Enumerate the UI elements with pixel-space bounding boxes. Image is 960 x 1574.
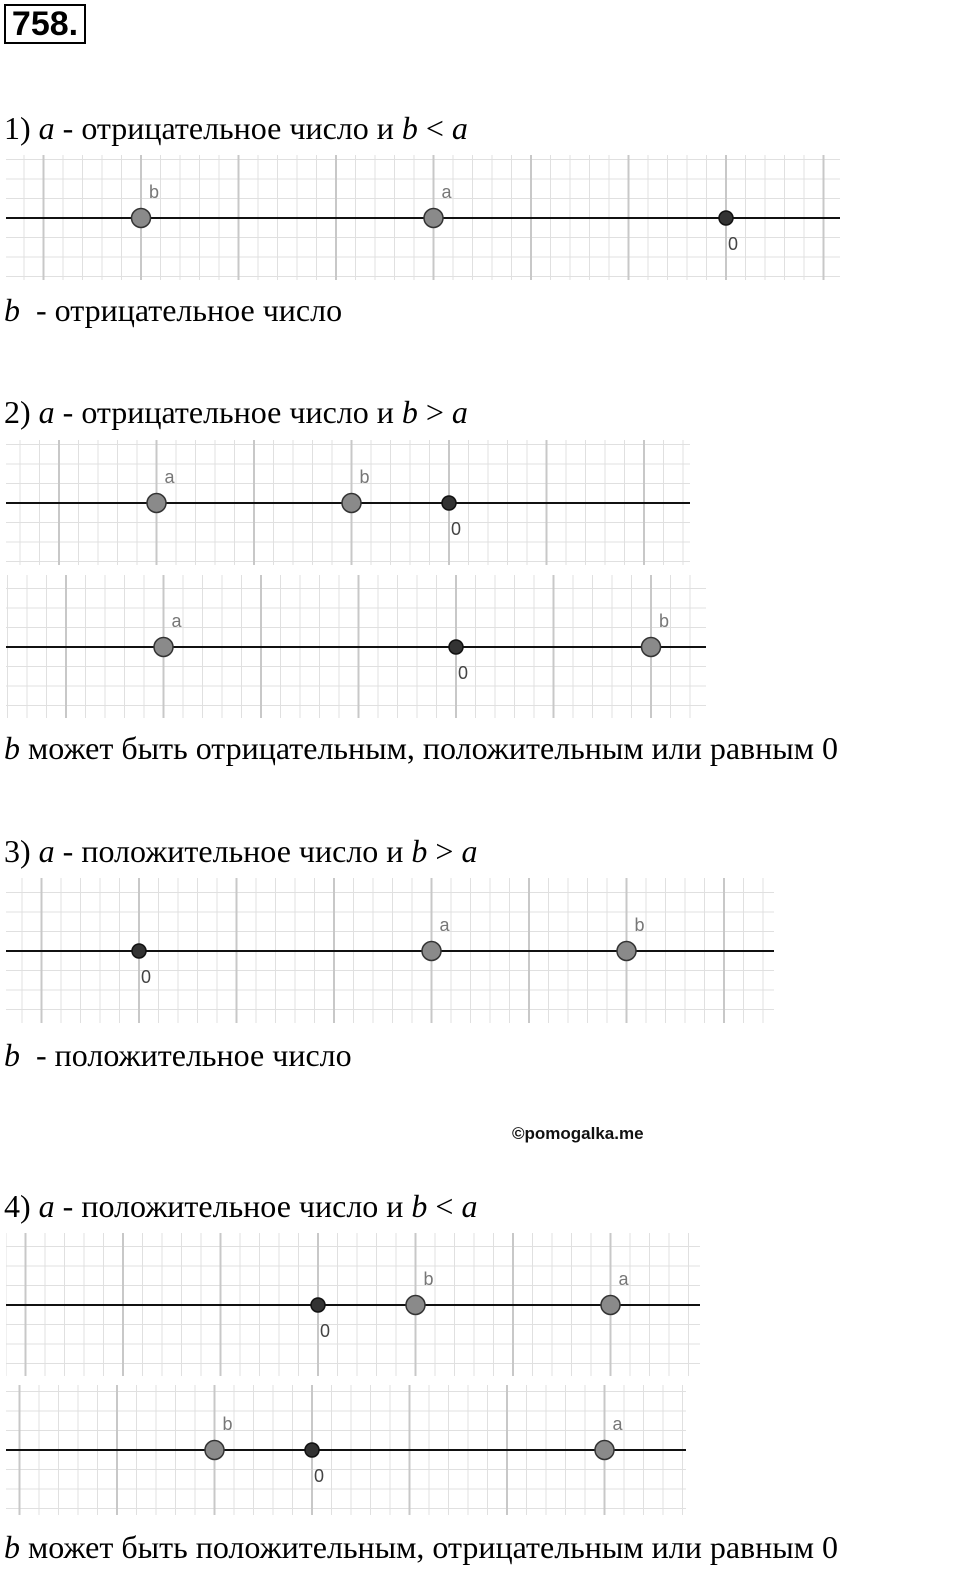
origin-label: 0	[458, 663, 469, 683]
case-2-text: - отрицательное число и	[62, 394, 394, 430]
point-a	[424, 209, 443, 228]
origin-label: 0	[728, 234, 739, 254]
case-4-heading	[4, 1186, 477, 1226]
var-a: a	[38, 110, 55, 146]
var-a: a	[38, 394, 55, 430]
case-2-conclusion	[4, 728, 838, 768]
case-4-num: 4)	[4, 1188, 31, 1224]
point-a	[147, 494, 166, 513]
case-1-num: 1)	[4, 110, 31, 146]
origin-label: 0	[141, 967, 152, 987]
point-label-b: b	[659, 611, 670, 631]
var-b: b	[401, 110, 418, 146]
point-a	[601, 1296, 620, 1315]
case-2-num: 2)	[4, 394, 31, 430]
number-line	[6, 878, 774, 1023]
case-3-heading	[4, 831, 477, 871]
point-label-a: a	[441, 182, 452, 202]
origin-label: 0	[314, 1466, 325, 1486]
number-line	[6, 1385, 686, 1515]
point-label-a: a	[618, 1269, 629, 1289]
var-b: b	[4, 1529, 20, 1565]
point-label-b: b	[359, 467, 370, 487]
var-b: b	[401, 394, 418, 430]
var-b: b	[411, 833, 428, 869]
origin-point	[449, 640, 463, 654]
case-4-conclusion	[4, 1527, 838, 1567]
relation: <	[435, 1188, 454, 1224]
case-1-heading	[4, 108, 468, 148]
point-a	[154, 638, 173, 657]
case-1-conclusion	[4, 290, 342, 330]
point-label-a: a	[164, 467, 175, 487]
origin-label: 0	[451, 519, 462, 539]
var-b: b	[4, 292, 20, 328]
point-b	[132, 209, 151, 228]
point-label-a: a	[439, 915, 450, 935]
case-2-heading	[4, 392, 468, 432]
point-label-a: a	[612, 1414, 623, 1434]
var-a: a	[461, 1188, 478, 1224]
point-label-b: b	[149, 182, 160, 202]
conclusion-text: - положительное число	[36, 1037, 352, 1073]
case-3-num: 3)	[4, 833, 31, 869]
point-b	[205, 1441, 224, 1460]
watermark: ©pomogalka.me	[512, 1124, 644, 1143]
case-3-text: - положительное число и	[62, 833, 404, 869]
point-label-b: b	[423, 1269, 434, 1289]
conclusion-text: может быть положительным, отрицательным или равным 0	[28, 1529, 839, 1565]
number-line	[6, 1233, 700, 1376]
problem-number: 758.	[4, 4, 86, 44]
point-a	[595, 1441, 614, 1460]
var-a: a	[38, 833, 55, 869]
conclusion-text: может быть отрицательным, положительным или равным 0	[28, 730, 839, 766]
var-b: b	[411, 1188, 428, 1224]
relation: >	[435, 833, 454, 869]
origin-label: 0	[320, 1321, 331, 1341]
point-label-a: a	[171, 611, 182, 631]
case-3-conclusion	[4, 1035, 352, 1075]
origin-point	[442, 496, 456, 510]
point-b	[617, 942, 636, 961]
relation: >	[425, 394, 444, 430]
var-a: a	[461, 833, 478, 869]
number-line	[6, 155, 840, 280]
var-b: b	[4, 1037, 20, 1073]
origin-point	[132, 944, 146, 958]
var-a: a	[38, 1188, 55, 1224]
point-b	[342, 494, 361, 513]
case-1-text: - отрицательное число и	[62, 110, 394, 146]
origin-point	[719, 211, 733, 225]
var-b: b	[4, 730, 20, 766]
var-a: a	[451, 110, 468, 146]
point-b	[642, 638, 661, 657]
origin-point	[311, 1298, 325, 1312]
point-a	[422, 942, 441, 961]
number-line	[6, 440, 690, 565]
point-b	[406, 1296, 425, 1315]
case-4-text: - положительное число и	[62, 1188, 404, 1224]
conclusion-text: - отрицательное число	[36, 292, 343, 328]
point-label-b: b	[222, 1414, 233, 1434]
origin-point	[305, 1443, 319, 1457]
var-a: a	[451, 394, 468, 430]
relation: <	[425, 110, 444, 146]
point-label-b: b	[634, 915, 645, 935]
number-line	[6, 575, 706, 718]
